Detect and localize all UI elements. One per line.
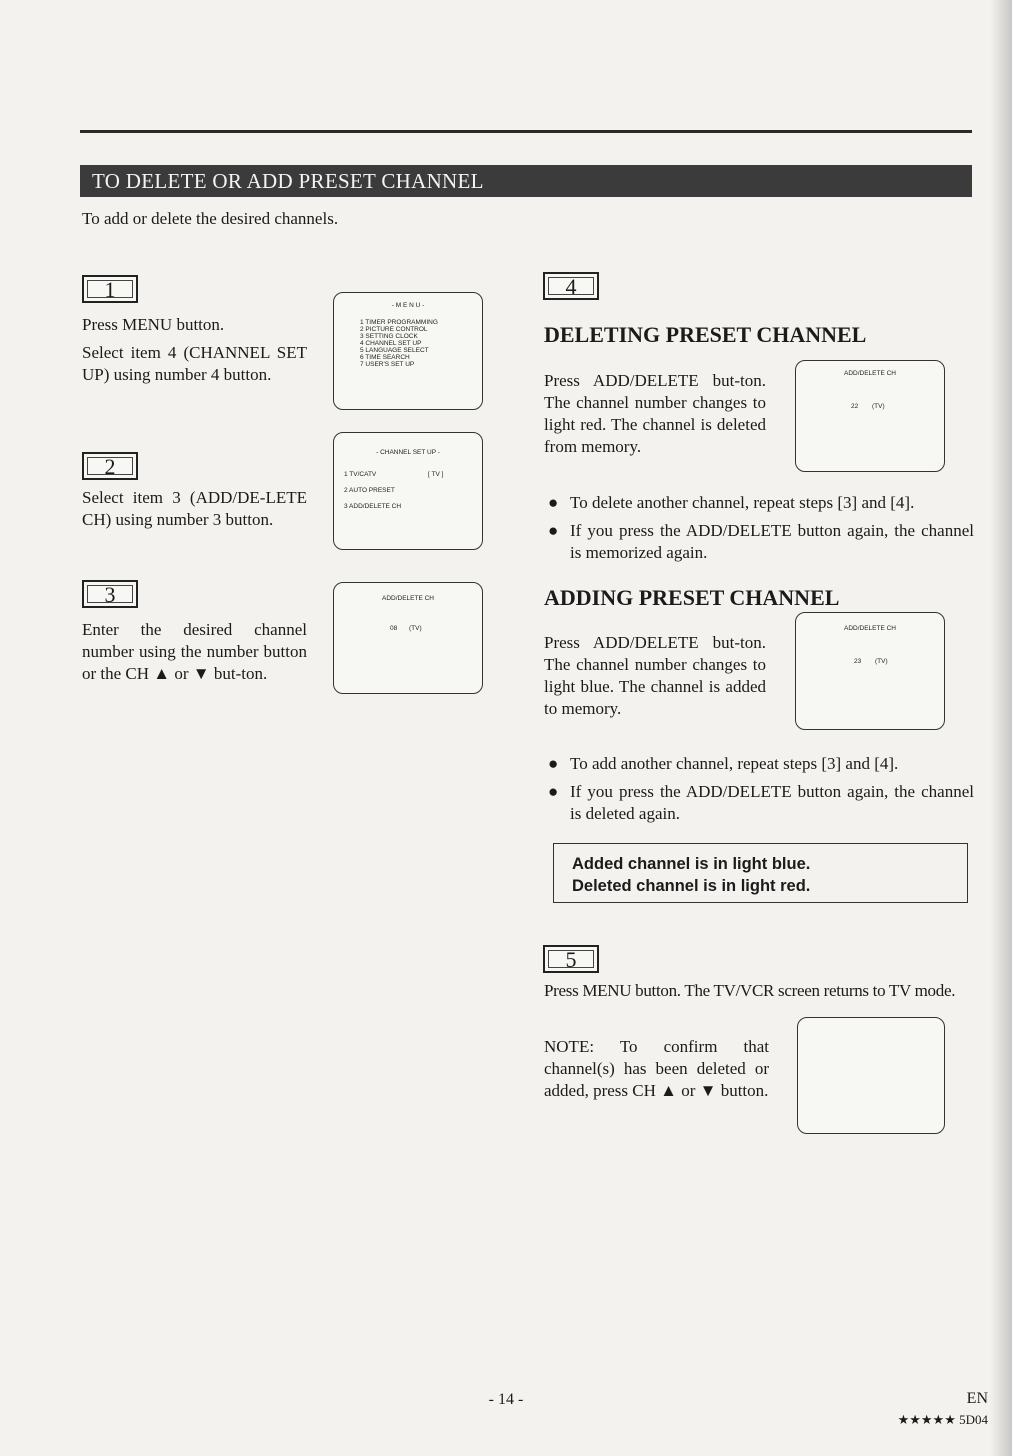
channel-number: 08 <box>390 625 398 632</box>
step-1-line: Select item 4 (CHANNEL SET UP) using number 4 button. <box>82 343 307 384</box>
step-number: 2 <box>104 454 116 479</box>
menu-item: 1 TV/CATV <box>344 471 377 478</box>
step-number-box <box>543 945 599 973</box>
menu-screen <box>333 292 483 410</box>
language-code: EN <box>966 1390 988 1407</box>
step-number-box <box>82 452 138 480</box>
menu-item: 7 USER'S SET UP <box>360 361 415 368</box>
menu-item: 2 AUTO PRESET <box>344 487 395 494</box>
channel-band: (TV) <box>875 658 888 665</box>
header-rule <box>80 130 972 133</box>
add-delete-screen <box>333 582 483 694</box>
channel-band: (TV) <box>409 625 422 632</box>
adding-heading: ADDING PRESET CHANNEL <box>544 585 840 610</box>
note-line: Deleted channel is in light red. <box>572 877 811 895</box>
step-5-text: Press MENU button. The TV/VCR screen returns to TV mode. <box>544 981 956 1000</box>
note-text: NOTE: To confirm that channel(s) has been deleted or added, press CH ▲ or ▼ button. <box>544 1037 769 1100</box>
menu-item: 3 ADD/DELETE CH <box>344 503 402 510</box>
menu-item: 2 PICTURE CONTROL <box>360 326 428 333</box>
menu-item: 4 CHANNEL SET UP <box>360 340 422 347</box>
screen-title: ADD/DELETE CH <box>843 625 896 632</box>
menu-item: 1 TIMER PROGRAMMING <box>360 319 438 326</box>
list-item: ● To delete another channel, repeat steps [3] and [4]. <box>548 493 915 512</box>
intro-text: To add or delete the desired channels. <box>82 209 339 228</box>
deleting-body: Press ADD/DELETE but-ton. The channel number changes to light red. The channel is deleted from memory. <box>544 371 766 456</box>
add-channel-screen <box>795 612 945 730</box>
menu-item: 3 SETTING CLOCK <box>360 333 418 340</box>
step-number: 4 <box>565 274 577 299</box>
step-number: 3 <box>104 582 116 607</box>
channel-band: (TV) <box>872 403 885 410</box>
model-code: ★★★★★ 5D04 <box>897 1412 988 1427</box>
step-number-box <box>82 275 138 303</box>
channel-number: 22 <box>851 403 859 410</box>
list-item: ● To add another channel, repeat steps [3] and [4]. <box>548 754 899 773</box>
screen-title: - CHANNEL SET UP - <box>376 449 440 456</box>
color-note-box <box>553 843 968 903</box>
channel-number: 23 <box>854 658 862 665</box>
step-number: 1 <box>104 277 116 302</box>
deleting-heading: DELETING PRESET CHANNEL <box>544 322 867 347</box>
page-edge-shadow <box>990 0 1012 1456</box>
menu-item: 5 LANGUAGE SELECT <box>360 347 429 354</box>
step-3-text: Enter the desired channel number using the number button or the CH ▲ or ▼ but-ton. <box>82 620 307 683</box>
section-title: TO DELETE OR ADD PRESET CHANNEL <box>80 165 972 197</box>
screen-title: - M E N U - <box>391 302 425 309</box>
step-number: 5 <box>565 947 577 972</box>
step-number-box <box>543 272 599 300</box>
list-item: ● If you press the ADD/DELETE button again, the channel is memorized again. <box>548 521 974 562</box>
step-1-text <box>82 314 307 386</box>
adding-body: Press ADD/DELETE but-ton. The channel number changes to light blue. The channel is added to memory. <box>544 633 766 718</box>
list-item: ● If you press the ADD/DELETE button again, the channel is deleted again. <box>548 782 974 823</box>
screen-title: ADD/DELETE CH <box>381 595 434 602</box>
delete-channel-screen <box>795 360 945 472</box>
screen-title: ADD/DELETE CH <box>843 370 896 377</box>
step-1-line: Press MENU button. <box>82 315 225 334</box>
step-number-box <box>82 580 138 608</box>
tv-value: [ TV ] <box>428 471 444 478</box>
note-line: Added channel is in light blue. <box>572 855 811 873</box>
menu-item: 6 TIME SEARCH <box>360 354 410 361</box>
step-2-text: Select item 3 (ADD/DE-LETE CH) using number 3 button. <box>82 488 307 529</box>
tv-screen <box>797 1017 945 1134</box>
page-number: - 14 - <box>488 1391 524 1408</box>
channel-setup-screen <box>333 432 483 550</box>
